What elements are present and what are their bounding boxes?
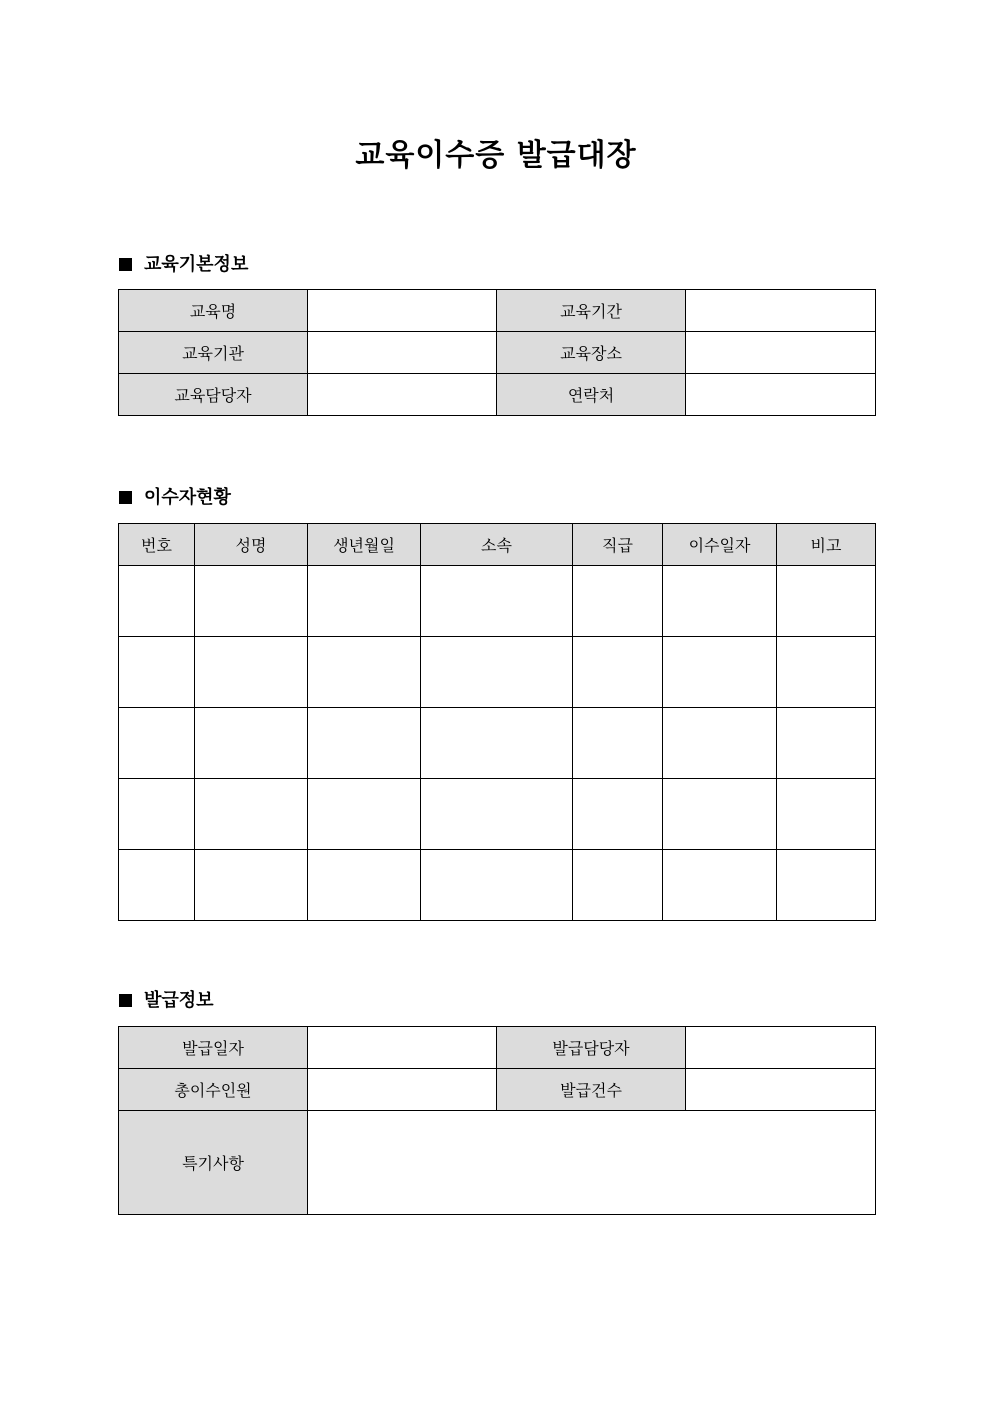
table-cell[interactable] xyxy=(195,637,308,708)
column-header-name: 성명 xyxy=(195,524,308,566)
basic-info-table xyxy=(118,289,876,416)
column-header-remarks: 비고 xyxy=(777,524,876,566)
label-education-manager: 교육담당자 xyxy=(119,374,308,416)
label-education-location: 교육장소 xyxy=(497,332,686,374)
table-row xyxy=(119,1069,876,1111)
column-header-completion-date: 이수일자 xyxy=(663,524,777,566)
table-cell[interactable] xyxy=(119,637,195,708)
label-issuer: 발급담당자 xyxy=(497,1027,686,1069)
section-heading-issue-info xyxy=(119,989,214,1013)
table-cell[interactable] xyxy=(308,566,421,637)
label-contact: 연락처 xyxy=(497,374,686,416)
table-cell[interactable] xyxy=(119,779,195,850)
label-issue-date: 발급일자 xyxy=(119,1027,308,1069)
table-row xyxy=(119,332,876,374)
table-cell[interactable] xyxy=(777,779,876,850)
field-education-period[interactable] xyxy=(686,290,876,332)
field-issue-count[interactable] xyxy=(686,1069,876,1111)
issue-info-table xyxy=(118,1026,876,1215)
page-title: 교육이수증 발급대장 xyxy=(355,138,637,173)
field-contact[interactable] xyxy=(686,374,876,416)
table-cell[interactable] xyxy=(663,637,777,708)
table-cell[interactable] xyxy=(663,850,777,921)
table-cell[interactable] xyxy=(777,850,876,921)
table-cell[interactable] xyxy=(573,637,663,708)
table-cell[interactable] xyxy=(119,708,195,779)
field-issuer[interactable] xyxy=(686,1027,876,1069)
section-heading-label: 교육기본정보 xyxy=(144,254,249,275)
label-education-name: 교육명 xyxy=(119,290,308,332)
table-cell[interactable] xyxy=(308,850,421,921)
field-remarks[interactable] xyxy=(308,1111,876,1215)
field-issue-date[interactable] xyxy=(308,1027,497,1069)
table-cell[interactable] xyxy=(573,779,663,850)
table-cell[interactable] xyxy=(777,566,876,637)
column-header-number: 번호 xyxy=(119,524,195,566)
table-cell[interactable] xyxy=(119,566,195,637)
section-heading-basic-info xyxy=(119,253,248,277)
field-education-location[interactable] xyxy=(686,332,876,374)
table-cell[interactable] xyxy=(573,566,663,637)
section-heading-label: 발급정보 xyxy=(144,990,214,1011)
table-cell[interactable] xyxy=(195,779,308,850)
table-cell[interactable] xyxy=(119,850,195,921)
square-bullet-icon xyxy=(119,258,132,271)
table-row xyxy=(119,708,876,779)
trainees-table xyxy=(118,523,876,921)
square-bullet-icon xyxy=(119,994,132,1007)
table-row xyxy=(119,1111,876,1215)
table-cell[interactable] xyxy=(421,779,573,850)
label-education-period: 교육기간 xyxy=(497,290,686,332)
table-row xyxy=(119,374,876,416)
table-cell[interactable] xyxy=(663,779,777,850)
table-cell[interactable] xyxy=(573,850,663,921)
table-cell[interactable] xyxy=(777,708,876,779)
field-total-trainees[interactable] xyxy=(308,1069,497,1111)
table-row xyxy=(119,637,876,708)
field-education-institution[interactable] xyxy=(308,332,497,374)
label-remarks: 특기사항 xyxy=(119,1111,308,1215)
square-bullet-icon xyxy=(119,491,132,504)
table-cell[interactable] xyxy=(663,566,777,637)
field-education-name[interactable] xyxy=(308,290,497,332)
table-row xyxy=(119,566,876,637)
table-row xyxy=(119,1027,876,1069)
table-row xyxy=(119,850,876,921)
label-education-institution: 교육기관 xyxy=(119,332,308,374)
column-header-affiliation: 소속 xyxy=(421,524,573,566)
table-cell[interactable] xyxy=(421,708,573,779)
table-cell[interactable] xyxy=(663,708,777,779)
table-cell[interactable] xyxy=(421,637,573,708)
field-education-manager[interactable] xyxy=(308,374,497,416)
label-issue-count: 발급건수 xyxy=(497,1069,686,1111)
table-cell[interactable] xyxy=(195,850,308,921)
table-row xyxy=(119,290,876,332)
column-header-birthdate: 생년월일 xyxy=(308,524,421,566)
table-cell[interactable] xyxy=(573,708,663,779)
section-heading-label: 이수자현황 xyxy=(144,487,231,508)
table-cell[interactable] xyxy=(421,566,573,637)
table-cell[interactable] xyxy=(777,637,876,708)
section-heading-trainees xyxy=(119,486,231,510)
table-cell[interactable] xyxy=(195,566,308,637)
table-cell[interactable] xyxy=(308,708,421,779)
table-cell[interactable] xyxy=(195,708,308,779)
table-cell[interactable] xyxy=(308,779,421,850)
table-cell[interactable] xyxy=(308,637,421,708)
table-row xyxy=(119,779,876,850)
table-header-row xyxy=(119,524,876,566)
label-total-trainees: 총이수인원 xyxy=(119,1069,308,1111)
column-header-rank: 직급 xyxy=(573,524,663,566)
table-cell[interactable] xyxy=(421,850,573,921)
